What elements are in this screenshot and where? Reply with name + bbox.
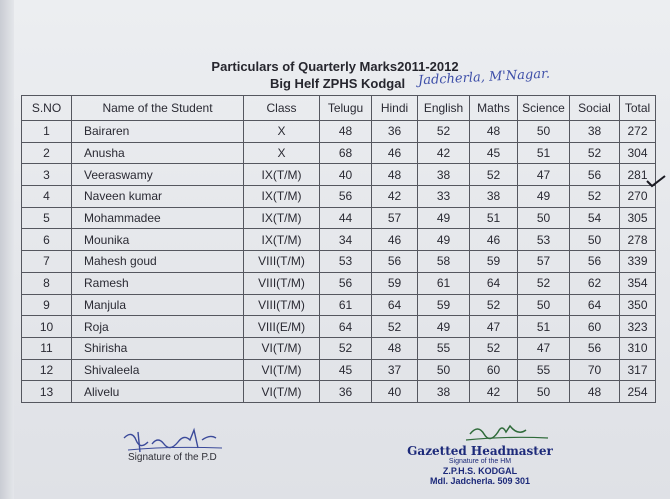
- column-header: English: [418, 96, 470, 121]
- headmaster-stamp: [400, 445, 560, 495]
- table-cell: 57: [372, 207, 418, 229]
- document-title: Particulars of Quarterly Marks2011-2012: [211, 59, 459, 74]
- table-cell: VIII(T/M): [244, 251, 320, 273]
- table-cell: 8: [22, 272, 72, 294]
- table-cell: 50: [418, 359, 470, 381]
- table-cell: 40: [320, 164, 372, 186]
- table-cell: VI(T/M): [244, 381, 320, 403]
- column-header: Maths: [470, 96, 518, 121]
- table-cell: X: [244, 121, 320, 143]
- table-cell: 64: [570, 294, 620, 316]
- table-row: [22, 229, 656, 251]
- handwritten-location-note: Jadcherla, M'Nagar.: [417, 66, 551, 89]
- column-header: Total: [620, 96, 656, 121]
- student-name-cell: Veeraswamy: [72, 164, 244, 186]
- table-cell: 40: [372, 381, 418, 403]
- stamp-line-3: Mdl. Jadcherla. 509 301: [429, 476, 531, 486]
- table-row: [22, 207, 656, 229]
- pd-signature-label: Signature of the P.D: [128, 452, 217, 463]
- table-cell: 38: [470, 186, 518, 208]
- table-cell: 50: [518, 381, 570, 403]
- table-row: [22, 272, 656, 294]
- table-cell: 354: [620, 272, 656, 294]
- table-cell: 51: [518, 316, 570, 338]
- table-cell: 304: [620, 142, 656, 164]
- table-row: [22, 251, 656, 273]
- table-cell: 6: [22, 229, 72, 251]
- table-cell: 49: [418, 316, 470, 338]
- table-cell: 270: [620, 186, 656, 208]
- column-header: Social: [570, 96, 620, 121]
- table-cell: 339: [620, 251, 656, 273]
- table-cell: 52: [518, 272, 570, 294]
- table-cell: 33: [418, 186, 470, 208]
- table-cell: 38: [570, 121, 620, 143]
- table-cell: 48: [372, 164, 418, 186]
- table-cell: 37: [372, 359, 418, 381]
- student-name-cell: Manjula: [72, 294, 244, 316]
- table-cell: 50: [518, 294, 570, 316]
- table-row: [22, 316, 656, 338]
- column-header: Telugu: [320, 96, 372, 121]
- table-cell: 42: [470, 381, 518, 403]
- table-cell: 56: [570, 164, 620, 186]
- table-cell: IX(T/M): [244, 164, 320, 186]
- student-name-cell: Mahesh goud: [72, 251, 244, 273]
- table-cell: 38: [418, 381, 470, 403]
- table-cell: 70: [570, 359, 620, 381]
- table-cell: 55: [518, 359, 570, 381]
- table-body: [22, 121, 656, 403]
- table-cell: IX(T/M): [244, 207, 320, 229]
- table-cell: 44: [320, 207, 372, 229]
- table-cell: 4: [22, 186, 72, 208]
- student-name-cell: Shirisha: [72, 337, 244, 359]
- table-cell: 56: [320, 272, 372, 294]
- checkmark-icon: [645, 174, 667, 188]
- table-cell: 52: [470, 294, 518, 316]
- table-cell: 50: [570, 229, 620, 251]
- table-cell: 45: [470, 142, 518, 164]
- table-cell: 2: [22, 142, 72, 164]
- table-cell: 7: [22, 251, 72, 273]
- table-cell: 59: [470, 251, 518, 273]
- table-cell: 64: [320, 316, 372, 338]
- table-cell: 68: [320, 142, 372, 164]
- table-cell: 45: [320, 359, 372, 381]
- table-cell: IX(T/M): [244, 229, 320, 251]
- student-name-cell: Mounika: [72, 229, 244, 251]
- table-cell: 59: [372, 272, 418, 294]
- table-cell: 57: [518, 251, 570, 273]
- stamp-title: Gazetted Headmaster: [407, 444, 553, 458]
- table-cell: 305: [620, 207, 656, 229]
- table-cell: 1: [22, 121, 72, 143]
- table-cell: 61: [320, 294, 372, 316]
- table-row: [22, 164, 656, 186]
- table-cell: 52: [570, 142, 620, 164]
- table-cell: 323: [620, 316, 656, 338]
- table-cell: 281: [620, 164, 656, 186]
- table-cell: 56: [320, 186, 372, 208]
- table-cell: 278: [620, 229, 656, 251]
- table-cell: 38: [418, 164, 470, 186]
- table-cell: VIII(T/M): [244, 294, 320, 316]
- stamp-line-2: Z.P.H.S. KODGAL: [442, 466, 518, 476]
- table-cell: 46: [372, 142, 418, 164]
- table-cell: 310: [620, 337, 656, 359]
- table-cell: 51: [470, 207, 518, 229]
- table-cell: 64: [372, 294, 418, 316]
- table-cell: 47: [518, 164, 570, 186]
- table-cell: 5: [22, 207, 72, 229]
- table-cell: 50: [518, 207, 570, 229]
- table-cell: 47: [470, 316, 518, 338]
- table-cell: 64: [470, 272, 518, 294]
- student-name-cell: Bairaren: [72, 121, 244, 143]
- table-cell: VIII(T/M): [244, 272, 320, 294]
- table-cell: 42: [418, 142, 470, 164]
- table-cell: 254: [620, 381, 656, 403]
- table-cell: 56: [570, 337, 620, 359]
- table-cell: X: [244, 142, 320, 164]
- student-name-cell: Mohammadee: [72, 207, 244, 229]
- table-cell: 52: [320, 337, 372, 359]
- table-header-row: [22, 96, 656, 121]
- table-cell: 47: [518, 337, 570, 359]
- marks-table: [21, 95, 656, 403]
- table-cell: 46: [372, 229, 418, 251]
- table-cell: 42: [372, 186, 418, 208]
- headmaster-signature-icon: [462, 420, 552, 444]
- column-header: Class: [244, 96, 320, 121]
- column-header: Science: [518, 96, 570, 121]
- table-cell: 49: [418, 229, 470, 251]
- table-cell: 55: [418, 337, 470, 359]
- table-cell: 10: [22, 316, 72, 338]
- student-name-cell: Shivaleela: [72, 359, 244, 381]
- table-cell: 54: [570, 207, 620, 229]
- table-cell: 52: [570, 186, 620, 208]
- student-name-cell: Ramesh: [72, 272, 244, 294]
- table-cell: 61: [418, 272, 470, 294]
- table-cell: 3: [22, 164, 72, 186]
- table-cell: VIII(E/M): [244, 316, 320, 338]
- column-header: Hindi: [372, 96, 418, 121]
- table-cell: 60: [470, 359, 518, 381]
- table-row: [22, 121, 656, 143]
- table-row: [22, 359, 656, 381]
- table-cell: 50: [518, 121, 570, 143]
- table-cell: 51: [518, 142, 570, 164]
- table-cell: 350: [620, 294, 656, 316]
- table-row: [22, 337, 656, 359]
- table-cell: 48: [570, 381, 620, 403]
- table-cell: 9: [22, 294, 72, 316]
- table-cell: 48: [372, 337, 418, 359]
- table-cell: 53: [320, 251, 372, 273]
- table-cell: 49: [518, 186, 570, 208]
- school-name: Big Helf ZPHS Kodgal: [270, 76, 406, 91]
- table-cell: 52: [470, 337, 518, 359]
- student-name-cell: Anusha: [72, 142, 244, 164]
- table-cell: 62: [570, 272, 620, 294]
- table-cell: 48: [320, 121, 372, 143]
- table-cell: 52: [372, 316, 418, 338]
- table-row: [22, 381, 656, 403]
- table-cell: 11: [22, 337, 72, 359]
- page-fold-shadow: [0, 0, 14, 499]
- table-cell: 272: [620, 121, 656, 143]
- stamp-line-1: Signature of the HM: [448, 458, 512, 465]
- table-cell: 46: [470, 229, 518, 251]
- table-cell: 36: [320, 381, 372, 403]
- table-cell: 53: [518, 229, 570, 251]
- table-cell: 59: [418, 294, 470, 316]
- table-cell: 36: [372, 121, 418, 143]
- table-cell: 49: [418, 207, 470, 229]
- column-header: S.NO: [22, 96, 72, 121]
- table-cell: 56: [570, 251, 620, 273]
- table-row: [22, 186, 656, 208]
- column-header: Name of the Student: [72, 96, 244, 121]
- table-cell: 52: [418, 121, 470, 143]
- table-cell: VI(T/M): [244, 337, 320, 359]
- student-name-cell: Naveen kumar: [72, 186, 244, 208]
- table-cell: 58: [418, 251, 470, 273]
- table-cell: 12: [22, 359, 72, 381]
- table-cell: 60: [570, 316, 620, 338]
- student-name-cell: Alivelu: [72, 381, 244, 403]
- table-cell: 48: [470, 121, 518, 143]
- table-cell: 52: [470, 164, 518, 186]
- table-cell: VI(T/M): [244, 359, 320, 381]
- table-cell: 317: [620, 359, 656, 381]
- table-cell: 56: [372, 251, 418, 273]
- student-name-cell: Roja: [72, 316, 244, 338]
- table-cell: 34: [320, 229, 372, 251]
- table-row: [22, 294, 656, 316]
- table-cell: 13: [22, 381, 72, 403]
- table-row: [22, 142, 656, 164]
- table-cell: IX(T/M): [244, 186, 320, 208]
